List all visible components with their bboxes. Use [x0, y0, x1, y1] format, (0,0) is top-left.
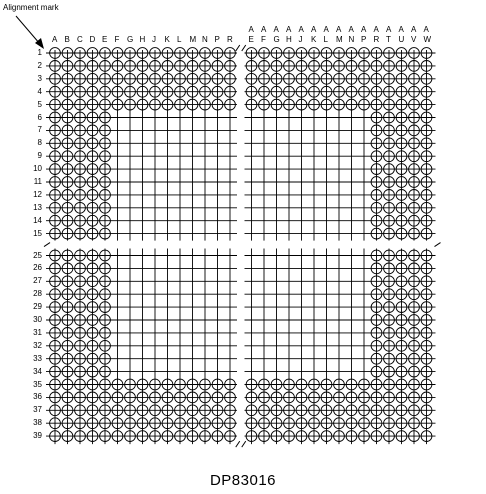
column-label-prefix: A [248, 25, 254, 34]
row-label: 15 [33, 228, 42, 238]
column-label: P [361, 35, 367, 44]
row-label: 14 [33, 215, 42, 225]
row-label: 33 [33, 353, 42, 363]
column-label: N [202, 35, 208, 44]
column-label-prefix: A [348, 25, 354, 34]
alignment-arrow-line [16, 16, 40, 44]
row-label: 12 [33, 189, 42, 199]
column-label-prefix: A [411, 25, 417, 34]
column-label: V [411, 35, 417, 44]
row-label: 36 [33, 392, 42, 402]
column-label: L [177, 35, 182, 44]
column-label-prefix: A [386, 25, 392, 34]
row-label: 11 [33, 177, 42, 186]
column-label: G [273, 35, 280, 44]
row-label: 34 [33, 366, 42, 376]
row-label: 2 [37, 60, 42, 70]
row-label: 8 [37, 138, 42, 148]
column-label: H [286, 35, 292, 44]
row-label: 39 [33, 431, 42, 441]
column-label: E [102, 35, 108, 44]
column-label: M [336, 35, 343, 44]
column-label: W [423, 35, 432, 44]
row-label: 25 [33, 250, 42, 260]
row-label: 13 [33, 202, 42, 212]
row-label: 3 [37, 73, 42, 83]
column-label-prefix: A [298, 25, 304, 34]
column-label-prefix: A [361, 25, 367, 34]
row-label: 29 [33, 302, 42, 312]
column-label: F [114, 35, 120, 44]
grid-lines [46, 50, 436, 444]
column-label-prefix: A [323, 25, 329, 34]
alignment-mark-label: Alignment mark [3, 3, 59, 12]
row-label: 30 [33, 315, 42, 324]
row-label: 6 [37, 112, 42, 122]
row-label: 9 [37, 151, 42, 161]
column-label: P [214, 35, 220, 44]
row-break-mark [435, 243, 441, 247]
column-label-prefix: A [373, 25, 379, 34]
column-label-prefix: A [398, 25, 404, 34]
row-label: 7 [37, 125, 42, 135]
column-label-prefix: A [336, 25, 342, 34]
column-label: G [127, 35, 134, 44]
row-label: 35 [33, 379, 42, 389]
column-break-mark [242, 45, 246, 51]
column-label: B [64, 35, 70, 44]
column-label-prefix: A [423, 25, 429, 34]
row-label: 5 [37, 99, 42, 109]
column-label-prefix: A [261, 25, 267, 34]
column-label: J [298, 35, 303, 44]
row-label: 28 [33, 289, 42, 299]
column-label-prefix: A [311, 25, 317, 34]
row-label: 27 [33, 276, 42, 286]
row-label: 32 [33, 340, 42, 350]
column-label: D [89, 35, 96, 44]
part-number-caption: DP83016 [209, 472, 277, 489]
column-label: F [261, 35, 266, 44]
solder-balls [50, 48, 432, 442]
column-label: C [77, 35, 83, 44]
column-break-mark [242, 441, 246, 447]
column-label: J [152, 35, 156, 44]
column-label: M [189, 35, 197, 44]
column-label: E [248, 35, 254, 44]
row-label: 37 [33, 405, 42, 415]
column-label-prefix: A [286, 25, 292, 34]
row-label: 4 [37, 86, 42, 96]
column-label: R [227, 35, 233, 44]
column-label: A [52, 35, 58, 44]
column-label: T [386, 35, 391, 44]
row-label: 31 [33, 327, 42, 337]
column-break-mark [236, 45, 240, 51]
column-label-prefix: A [273, 25, 279, 34]
column-label: K [164, 35, 170, 44]
row-label: 10 [33, 164, 42, 174]
alignment-arrow [16, 16, 44, 49]
column-break-mark [236, 441, 240, 447]
column-label: K [311, 35, 317, 44]
row-label: 26 [33, 263, 42, 273]
row-label: 1 [37, 48, 42, 57]
column-label: N [348, 35, 355, 44]
column-label: L [323, 35, 328, 44]
column-label: U [398, 35, 405, 44]
row-label: 38 [33, 418, 42, 428]
row-break-mark [44, 243, 50, 247]
column-label: R [373, 35, 380, 44]
column-label: H [139, 35, 146, 44]
